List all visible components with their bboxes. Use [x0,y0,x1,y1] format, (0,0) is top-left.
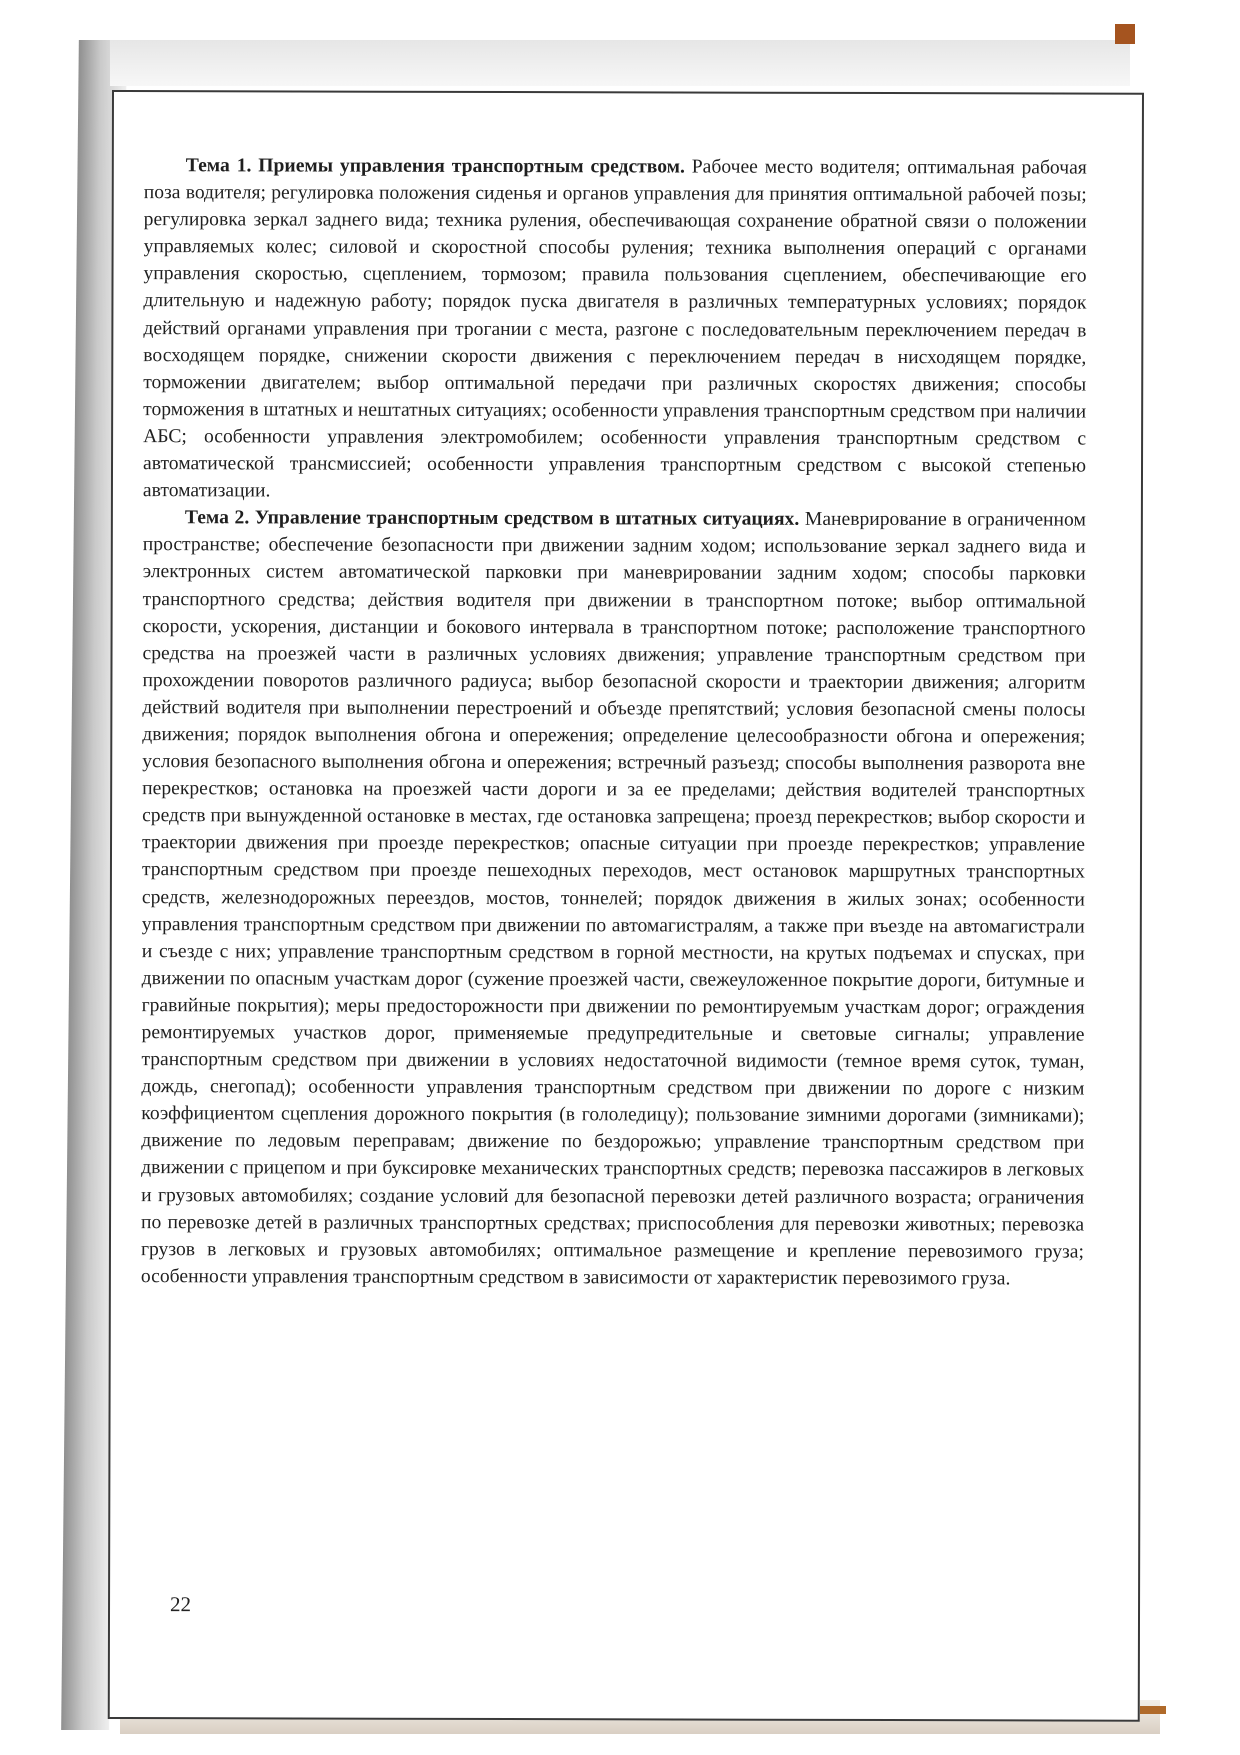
book-bottom-marker [1140,1706,1166,1714]
topic-2-paragraph [141,504,1086,1292]
page-content [141,152,1087,1292]
page-number: 22 [170,1592,192,1617]
topic-1-text: Рабочее место водителя; оптимальная рабочая поза водителя; регулировка положения сиденья и органов управления для принятия оптимальной рабочей позы; регулировка зеркал заднего вида; техника руления, обеспечивающая сохранение обратной связи о положении управляемых колес; силовой и скоростной способы руления; техника выполнения операций с органами управления скоростью, сцеплением, тормозом; правила пользования сцеплением, обеспечивающие его длительную и надежную работу; порядок пуска двигателя в различных температурных условиях; порядок действий органами управления при трогании с места, разгоне с последовательным переключением передач в восходящем порядке, снижении скорости движения с переключением передач в нисходящем порядке, торможении двигателем; выбор оптимальной передачи при различных скоростях движения; способы торможения в штатных и нештатных ситуациях; особенности управления транспортным средством при наличии АБС; особенности управления электромобилем; особенности управления транспортным средством с автоматической трансмиссией; особенности управления транспортным средством с высокой степенью автоматизации. [142,156,1087,502]
page-top-edge [110,40,1130,86]
topic-1-title: Тема 1. Приемы управления транспортным средством. [185,155,685,178]
topic-1-paragraph [143,152,1087,507]
topic-2-title: Тема 2. Управление транспортным средством в штатных ситуациях. [184,507,800,531]
topic-2-text: Маневрирование в ограниченном пространстве; обеспечение безопасности при движении задним ходом; использование зеркал заднего вида и электронных систем автоматической парковки при маневрировании задним ходом; способы парковки транспортного средства; действия водителя при движении в транспортном потоке; выбор оптимальной скорости, ускорения, дистанции и бокового интервала в транспортном потоке; расположение транспортного средства на проезжей части в различных условиях движения; управление транспортным средством при прохождении поворотов различного радиуса; выбор безопасной скорости и траектории движения; алгоритм действий водителя при выполнении перестроений и объезде препятствий; условия безопасной смены полосы движения; порядок выполнения обгона и опережения; определение целесообразности обгона и опережения; условия безопасного выполнения обгона и опережения; встречный разъезд; способы выполнения разворота вне перекрестков; остановка на проезжей части дороги и за ее пределами; действия водителей транспортных средств при вынужденной остановке в местах, где остановка запрещена; проезд перекрестков; выбор скорости и траектории движения при проезде перекрестков; опасные ситуации при проезде перекрестков; управление транспортным средством при проезде пешеходных переходов, мест остановок маршрутных транспортных средств, железнодорожных переездов, мостов, тоннелей; порядок движения в жилых зонах; особенности управления транспортным средством при движении по автомагистралям, а также при въезде на автомагистрали и съезде с них; управление транспортным средством в горной местности, на крутых подъемах и спусках, при движении по опасным участкам дорог (сужение проезжей части, свежеуложенное покрытие дороги, битумные и гравийные покрытия); меры предосторожности при движении по ремонтируемым участкам дорог; ограждения ремонтируемых участков дорог, применяемые предупредительные и световые сигналы; управление транспортным средством при движении в условиях недостаточной видимости (темное время суток, туман, дождь, снегопад); особенности управления транспортным средством при движении по дороге с низким коэффициентом сцепления дорожного покрытия (в гололедицу); пользование зимними дорогами (зимниками); движение по ледовым переправам; движение по бездорожью; управление транспортным средством при движении с прицепом и при буксировке механических транспортных средств; перевозка пассажиров в легковых и грузовых автомобилях; создание условий для безопасной перевозки детей различного возраста; ограничения по перевозке детей в различных транспортных средствах; приспособления для перевозки животных; перевозка грузов в легковых и грузовых автомобилях; оптимальное размещение и крепление перевозимого груза; особенности управления транспортным средством в зависимости от характеристик перевозимого груза. [140,509,1086,1290]
book-corner-marker [1115,24,1135,44]
document-page [108,90,1144,1722]
